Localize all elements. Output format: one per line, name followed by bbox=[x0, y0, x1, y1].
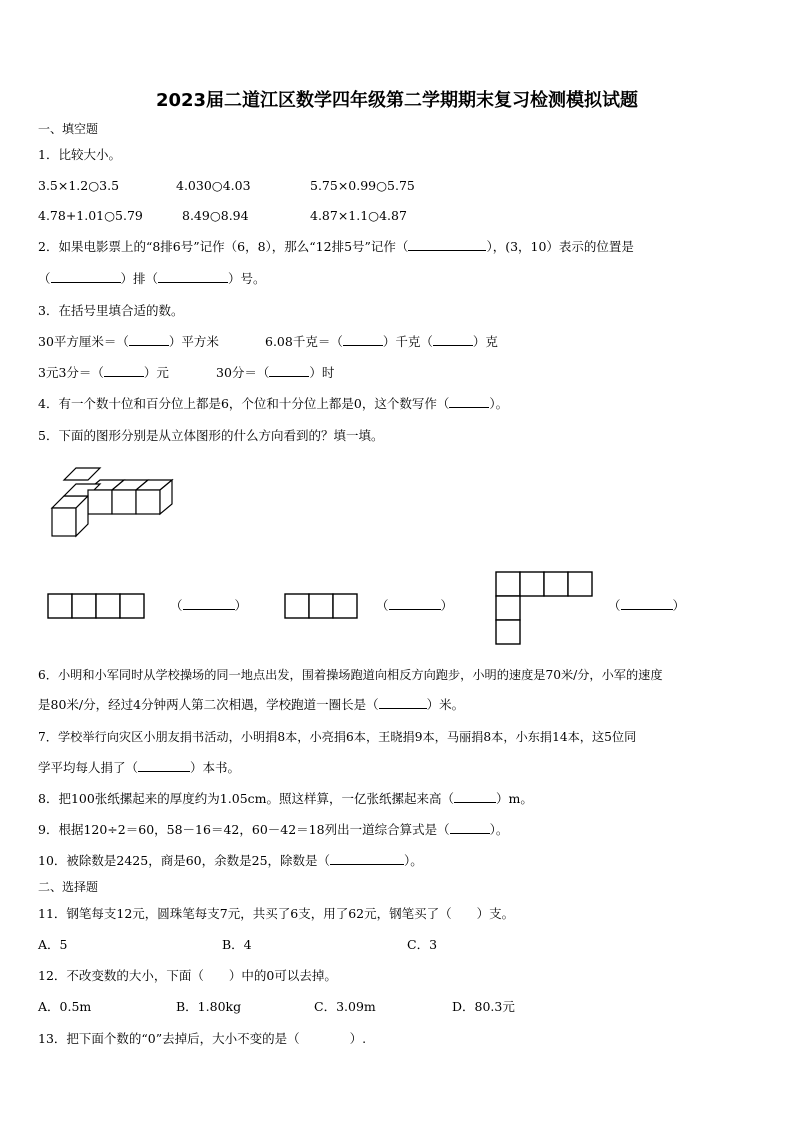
question-9 bbox=[38, 821, 508, 839]
q6-answer-blank[interactable] bbox=[379, 696, 427, 709]
q1-item-2: 4.030○4.03 bbox=[176, 178, 251, 193]
q6-text-b: ）米。 bbox=[426, 697, 465, 712]
q12-option-c[interactable]: C．3.09m bbox=[314, 999, 376, 1014]
question-1-label: 1．比较大小。 bbox=[38, 147, 121, 162]
question-10 bbox=[38, 852, 423, 870]
question-13-label: 13．把下面个数的“0”去掉后，大小不变的是（ ）. bbox=[38, 1031, 367, 1046]
q11-option-b[interactable]: B．4 bbox=[222, 937, 252, 952]
q4-text-a: 4．有一个数十位和百分位上都是6，个位和十分位上都是0，这个数写作（ bbox=[38, 396, 450, 411]
q5-paren-close-3: ） bbox=[672, 598, 686, 613]
q5-answer-1 bbox=[170, 597, 247, 615]
q5-paren-open-2: （ bbox=[376, 598, 389, 613]
q10-text-b: ）。 bbox=[404, 853, 423, 868]
q1-item-5: 8.49○8.94 bbox=[182, 208, 249, 223]
q2-text-e: ）号。 bbox=[228, 271, 266, 286]
q8-answer-blank[interactable] bbox=[454, 790, 496, 803]
q3-text-c2: ）元 bbox=[143, 365, 169, 380]
q3-text-d1: 30分＝（ bbox=[216, 365, 270, 380]
view-figure-3 bbox=[496, 572, 592, 644]
section-heading-fill-blank: 一、填空题 bbox=[38, 122, 99, 136]
q8-text-b: ）m。 bbox=[496, 791, 533, 806]
q5-answer-2 bbox=[376, 597, 453, 615]
q7-text-a: 学平均每人捐了（ bbox=[38, 760, 139, 775]
q1-item-6: 4.87×1.1○4.87 bbox=[310, 208, 407, 223]
view-figure-1 bbox=[48, 594, 144, 618]
q10-answer-blank[interactable] bbox=[330, 852, 404, 865]
q12-option-d[interactable]: D．80.3元 bbox=[452, 999, 515, 1014]
q3-text-b1: 6.08千克＝（ bbox=[265, 334, 343, 349]
q9-text-b: ）。 bbox=[489, 822, 509, 837]
question-7-line-1: 7．学校举行向灾区小朋友捐书活动，小明捐8本，小亮捐6本，王晓捐9本，马丽捐8本，小东捐14本，这5位同 bbox=[38, 730, 637, 744]
q10-text-a: 10．被除数是2425，商是60，余数是25，除数是（ bbox=[38, 853, 331, 868]
q5-paren-close-2: ） bbox=[440, 598, 454, 613]
q2-text-d: ）排（ bbox=[120, 271, 159, 286]
question-11-label: 11．钢笔每支12元，圆珠笔每支7元，共买了6支，用了62元，钢笔买了（ ）支。 bbox=[38, 906, 515, 921]
question-6-line-1: 6．小明和小军同时从学校操场的同一地点出发，围着操场跑道向相反方向跑步，小明的速度是70米/分，小军的速度 bbox=[38, 668, 663, 682]
q5-paren-open-1: （ bbox=[170, 598, 183, 613]
isometric-cube-figure bbox=[52, 468, 172, 536]
q6-text-a: 是80米/分，经过4分钟两人第二次相遇，学校跑道一圈长是（ bbox=[38, 697, 379, 712]
question-12-label: 12．不改变数的大小，下面（ ）中的0可以去掉。 bbox=[38, 968, 337, 983]
question-8 bbox=[38, 790, 533, 808]
q2-text-a: 2．如果电影票上的“8排6号”记作（6，8），那么“12排5号”记作（ bbox=[38, 239, 409, 254]
question-6-line-2 bbox=[38, 696, 464, 714]
q5-paren-open-3: （ bbox=[608, 598, 621, 613]
q7-text-b: ）本书。 bbox=[190, 760, 241, 775]
q1-item-4: 4.78+1.01○5.79 bbox=[38, 208, 143, 223]
q5-answer-blank-1[interactable] bbox=[183, 597, 235, 610]
question-5-label: 5．下面的图形分别是从立体图形的什么方向看到的？填一填。 bbox=[38, 428, 384, 443]
q9-answer-blank[interactable] bbox=[450, 821, 490, 834]
q1-item-1: 3.5×1.2○3.5 bbox=[38, 178, 120, 193]
q4-text-b: ）。 bbox=[489, 396, 509, 411]
q3-text-b2: ）千克（ bbox=[382, 334, 433, 349]
q11-option-a[interactable]: A．5 bbox=[38, 937, 68, 952]
q7-answer-blank[interactable] bbox=[138, 759, 190, 772]
q3-text-a1: 30平方厘米＝（ bbox=[38, 334, 129, 349]
q5-answer-blank-3[interactable] bbox=[621, 597, 673, 610]
q5-paren-close-1: ） bbox=[234, 598, 248, 613]
q9-text-a: 9．根据120÷2＝60，58－16＝42，60－42＝18列出一道综合算式是（ bbox=[38, 822, 450, 837]
q1-item-3: 5.75×0.99○5.75 bbox=[310, 178, 415, 193]
page-title: 2023届二道江区数学四年级第二学期期末复习检测模拟试题 bbox=[155, 90, 639, 111]
q2-text-b: ），(3，10）表示的位置是 bbox=[486, 239, 634, 254]
q3-text-c1: 3元3分＝（ bbox=[38, 365, 104, 380]
q3-text-b3: ）克 bbox=[472, 334, 498, 349]
q5-answer-blank-2[interactable] bbox=[389, 597, 441, 610]
q11-option-c[interactable]: C．3 bbox=[407, 937, 438, 952]
section-heading-multiple-choice: 二、选择题 bbox=[38, 880, 99, 894]
q12-option-a[interactable]: A．0.5m bbox=[38, 999, 92, 1014]
q8-text-a: 8．把100张纸摞起来的厚度约为1.05cm。照这样算，一亿张纸摞起来高（ bbox=[38, 791, 454, 806]
question-7-line-2 bbox=[38, 759, 240, 777]
q2-text-c: （ bbox=[38, 271, 51, 286]
view-figure-2 bbox=[285, 594, 357, 618]
q12-option-b[interactable]: B．1.80kg bbox=[176, 999, 242, 1014]
q3-text-d2: ）时 bbox=[309, 365, 335, 380]
q3-text-a2: ）平方米 bbox=[168, 334, 219, 349]
question-3-label: 3．在括号里填合适的数。 bbox=[38, 303, 184, 318]
q5-answer-3 bbox=[608, 597, 685, 615]
